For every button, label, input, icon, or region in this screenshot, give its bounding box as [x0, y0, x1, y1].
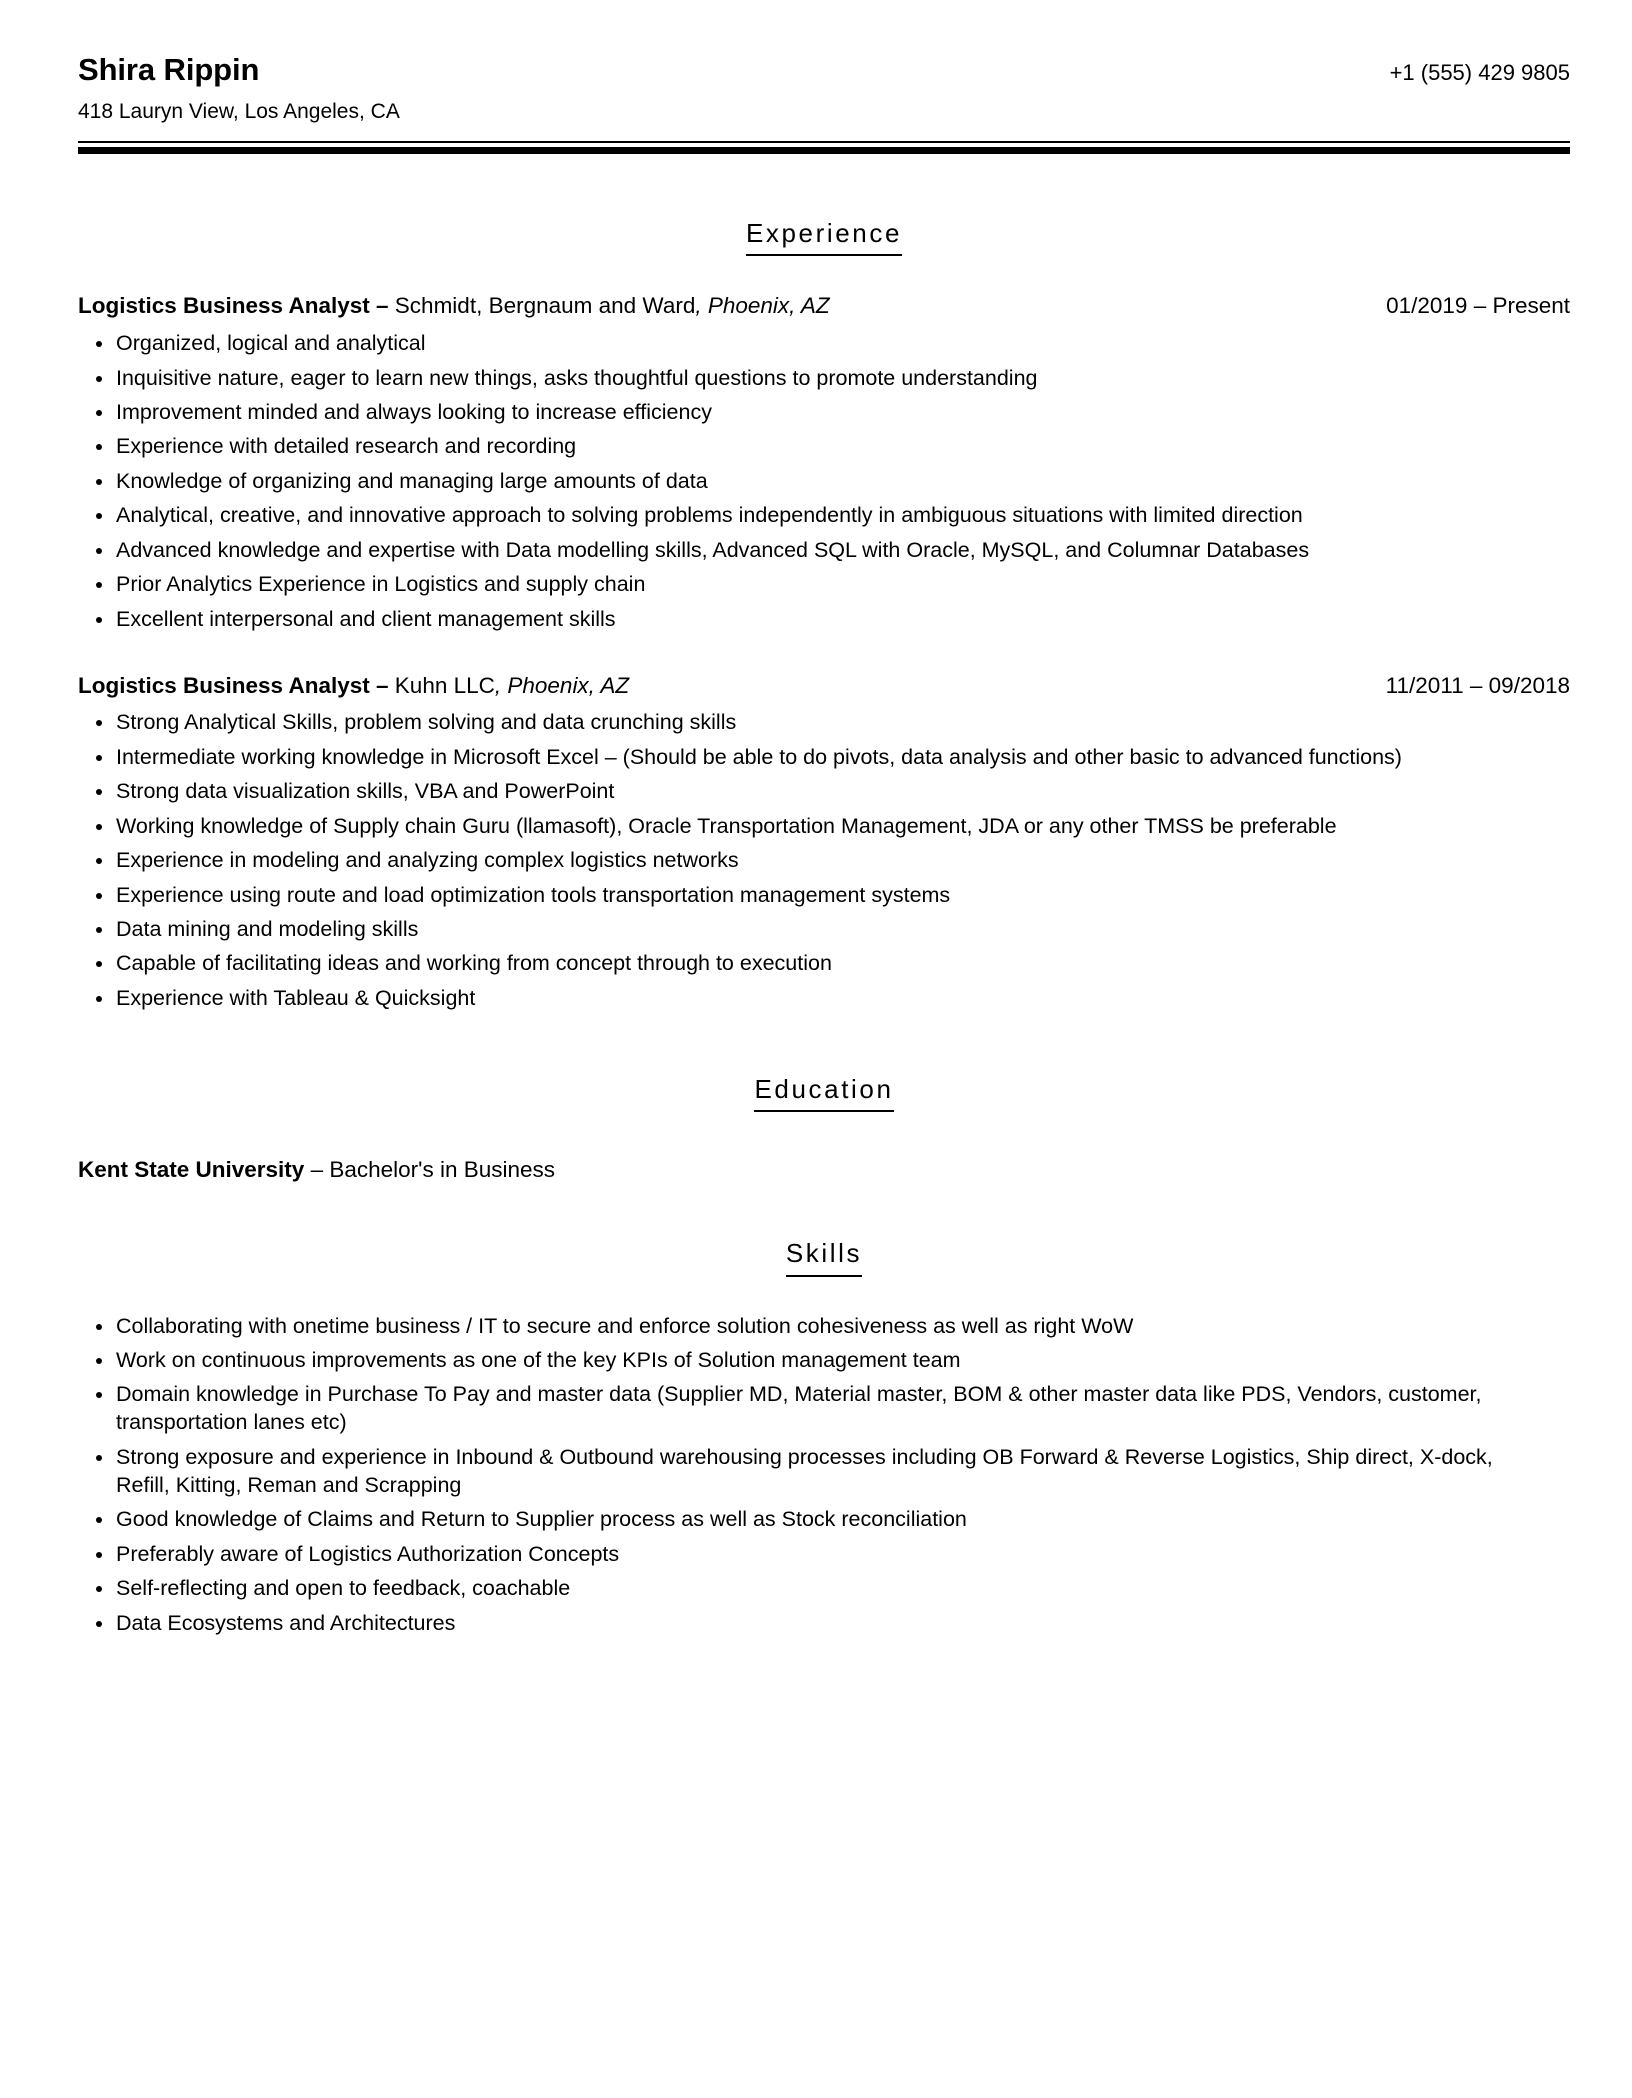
- section-heading-skills: [78, 1237, 1570, 1277]
- experience-entry: [78, 292, 1570, 633]
- job-company: Kuhn LLC: [394, 672, 495, 698]
- education-separator: –: [304, 1157, 330, 1183]
- list-item: Experience with detailed research and recording: [78, 433, 1531, 461]
- education-degree: Bachelor's in Business: [329, 1157, 556, 1183]
- job-title: Logistics Business Analyst: [78, 672, 370, 698]
- experience-entry: [78, 672, 1570, 1013]
- list-item: Experience using route and load optimization tools transportation management systems: [78, 882, 1531, 910]
- contact-address: 418 Lauryn View, Los Angeles, CA: [78, 99, 400, 123]
- job-location: , Phoenix, AZ: [695, 293, 830, 319]
- list-item: Data mining and modeling skills: [78, 916, 1531, 944]
- list-item: Experience with Tableau & Quicksight: [78, 985, 1531, 1013]
- experience-entry-header: [78, 292, 1570, 321]
- experience-entry-title-line: [78, 672, 629, 701]
- job-title: Logistics Business Analyst: [78, 293, 370, 319]
- experience-bullet-list: [78, 330, 1570, 633]
- education-school: Kent State University: [78, 1157, 305, 1183]
- list-item: Knowledge of organizing and managing large amounts of data: [78, 468, 1531, 496]
- section-heading-education-label: Education: [754, 1073, 893, 1113]
- experience-entry-header: [78, 672, 1570, 701]
- divider-thick-line: [78, 147, 1570, 154]
- list-item: Experience in modeling and analyzing complex logistics networks: [78, 847, 1531, 875]
- list-item: Strong exposure and experience in Inbound & Outbound warehousing processes including OB Forward & Reverse Logistics, Ship direct, X-dock, Refill, Kitting, Reman and Scrapping: [78, 1444, 1531, 1500]
- job-title-separator: –: [369, 672, 395, 698]
- header-top-row: [78, 52, 1570, 88]
- contact-phone: +1 (555) 429 9805: [1389, 60, 1570, 85]
- list-item: Excellent interpersonal and client management skills: [78, 606, 1531, 634]
- job-company: Schmidt, Bergnaum and Ward: [394, 293, 696, 319]
- list-item: Good knowledge of Claims and Return to Supplier process as well as Stock reconciliation: [78, 1506, 1531, 1534]
- list-item: Collaborating with onetime business / IT to secure and enforce solution cohesiveness as well as right WoW: [78, 1313, 1531, 1341]
- list-item: Advanced knowledge and expertise with Data modelling skills, Advanced SQL with Oracle, MySQL, and Columnar Databases: [78, 537, 1531, 565]
- list-item: Domain knowledge in Purchase To Pay and master data (Supplier MD, Material master, BOM & other master data like PDS, Vendors, customer, transportation lanes etc): [78, 1381, 1531, 1437]
- header-divider: [78, 141, 1570, 154]
- job-dates: 11/2011 – 09/2018: [1385, 672, 1570, 698]
- list-item: Data Ecosystems and Architectures: [78, 1610, 1531, 1638]
- list-item: Strong data visualization skills, VBA and PowerPoint: [78, 778, 1531, 806]
- list-item: Strong Analytical Skills, problem solving and data crunching skills: [78, 709, 1531, 737]
- section-heading-experience-label: Experience: [746, 217, 902, 257]
- section-heading-experience: [78, 217, 1570, 257]
- experience-bullet-list: [78, 709, 1570, 1012]
- section-heading-skills-label: Skills: [786, 1237, 862, 1277]
- skills-bullet-list: [78, 1313, 1570, 1638]
- list-item: Preferably aware of Logistics Authorization Concepts: [78, 1541, 1531, 1569]
- list-item: Prior Analytics Experience in Logistics and supply chain: [78, 571, 1531, 599]
- job-location: , Phoenix, AZ: [494, 672, 630, 698]
- list-item: Intermediate working knowledge in Microsoft Excel – (Should be able to do pivots, data analysis and other basic to advanced functions): [78, 744, 1531, 772]
- section-heading-education: [78, 1073, 1570, 1113]
- resume-header: [78, 52, 1570, 164]
- job-dates: 01/2019 – Present: [1386, 293, 1570, 319]
- list-item: Analytical, creative, and innovative approach to solving problems independently in ambiguous situations with limited direction: [78, 502, 1531, 530]
- list-item: Capable of facilitating ideas and working from concept through to execution: [78, 950, 1531, 978]
- experience-entry-title-line: [78, 292, 830, 321]
- list-item: Organized, logical and analytical: [78, 330, 1531, 358]
- job-title-separator: –: [369, 293, 395, 319]
- education-entry: [78, 1156, 1570, 1185]
- list-item: Working knowledge of Supply chain Guru (llamasoft), Oracle Transportation Management, JDA or any other TMSS be preferable: [78, 813, 1531, 841]
- list-item: Self-reflecting and open to feedback, coachable: [78, 1575, 1531, 1603]
- candidate-name: Shira Rippin: [78, 52, 260, 87]
- list-item: Work on continuous improvements as one of the key KPIs of Solution management team: [78, 1347, 1531, 1375]
- list-item: Improvement minded and always looking to increase efficiency: [78, 399, 1531, 427]
- list-item: Inquisitive nature, eager to learn new things, asks thoughtful questions to promote understanding: [78, 365, 1531, 393]
